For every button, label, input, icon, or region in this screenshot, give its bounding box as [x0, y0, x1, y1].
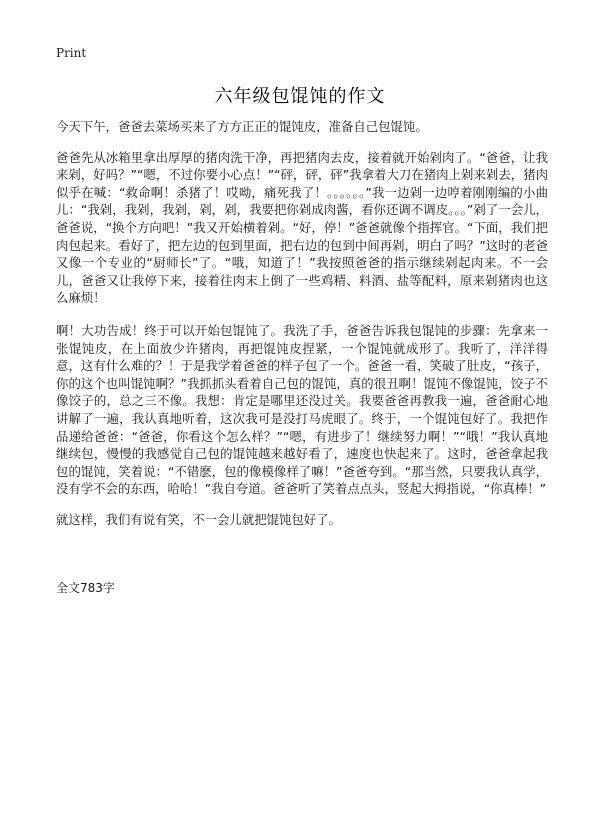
paragraph-intro: 今天下午，爸爸去菜场买来了方方正正的馄饨皮，准备自己包馄饨。: [56, 119, 428, 134]
print-link[interactable]: Print: [56, 46, 87, 60]
article-body: [56, 118, 548, 542]
paragraph-conclusion: 就这样，我们有说有笑，不一会儿就把馄饨包好了。: [56, 511, 341, 527]
page-title: 六年级包馄饨的作文: [214, 86, 386, 107]
paragraph-wrapping-wontons: 啊！大功告成！终于可以开始包馄饨了。我洗了手，爸爸告诉我包馄饨的步骤：先拿来一张馄饨皮，在上面放少许猪肉，再把馄饨皮捏紧，一个馄饨就成形了。我听了，洋洋得意，这有什么难的？！于是我学着爸爸的样子包了一个。爸爸一看，笑破了肚皮，“孩子，你的这个也叫馄饨啊？”我抓抓头看着自己包的馄饨，真的很丑啊！馄饨不像馄饨，饺子不像饺子的，总之三不像。我想：肯定是哪里还没过关。我要爸爸再教我一遍，爸爸耐心地讲解了一遍，我认真地听着，这次我可是没打马虎眼了。终于，一个馄饨包好了。我把作品递给爸爸：“爸爸，你看这个怎么样？”“嗯，有进步了！继续努力啊！”“哦！”我认真地继续包，慢慢的我感觉自己包的馄饨越来越好看了，速度也快起来了。这时，爸爸拿起我包的馄饨，笑着说：“不错麽，包的像模像样了嘛！”爸爸夸到。“那当然，只要我认真学，没有学不会的东西，哈哈！”我自夸道。爸爸听了笑着点点头，竖起大拇指说，“你真棒！”: [56, 322, 548, 497]
word-count: 全文783字: [56, 581, 115, 595]
paragraph-chopping-meat: 爸爸先从冰箱里拿出厚厚的猪肉洗干净，再把猪肉去皮，接着就开始剁肉了。“爸爸，让我来剁，好吗？”“嗯，不过你要小心点！”“砰，砰，砰”我拿着大刀在猪肉上剁来剁去，猪肉似乎在喊：“救命啊！杀猪了！哎呦，痛死我了！。。。。。。”我一边剁一边哼着刚刚编的小曲儿：“我剁，我剁，我剁，剁，剁，我要把你剁成肉酱，看你还调不调皮。。。”剁了一会儿，爸爸说，“换个方向吧！”我又开始横着剁。“好，停！”爸爸就像个指挥官。“下面，我们把肉包起来。看好了，把左边的包到里面，把右边的包到中间再剁，明白了吗？”这时的老爸又像一个专业的“厨师长”了。“哦，知道了！”我按照爸爸的指示继续剁起肉来。不一会儿，爸爸又让我停下来，接着往肉末上倒了一些鸡精、料酒、盐等配料，原来剁猪肉也这么麻烦！: [56, 149, 548, 306]
